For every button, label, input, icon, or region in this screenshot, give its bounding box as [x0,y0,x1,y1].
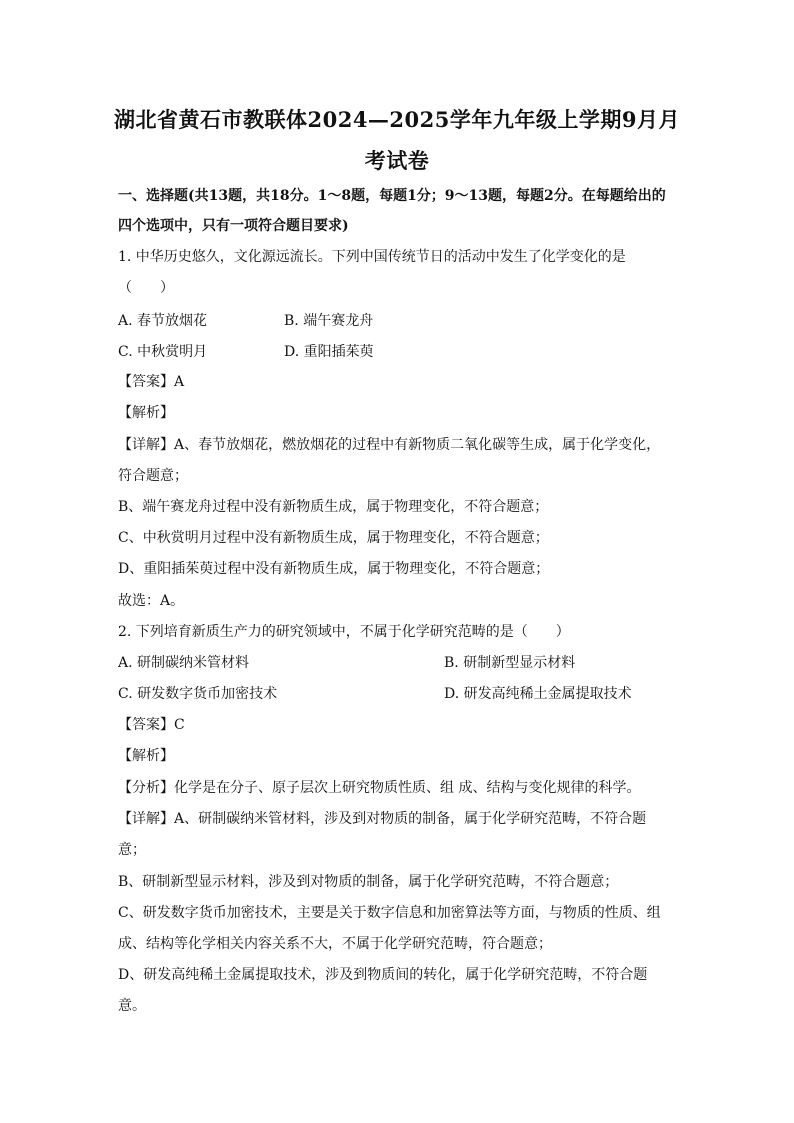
question-1-stem-line1: 1. 中华历史悠久，文化源远流长。下列中国传统节日的活动中发生了化学变化的是 [118,249,626,265]
question-2-analysis: 【分析】化学是在分子、原子层次上研究物质性质、组 成、结构与变化规律的科学。 [118,780,641,796]
document-title-line2: 考试卷 [364,148,430,173]
question-2-detail-a-line1: 【详解】A、研制碳纳米管材料，涉及到对物质的制备，属于化学研究范畴，不符合题 [118,811,647,827]
question-1-option-c: C. 中秋赏明月 [118,344,208,360]
question-2-analysis-label: 【解析】 [118,748,174,764]
section-heading-line2: 四个选项中，只有一项符合题目要求) [118,218,349,234]
question-1-analysis-label: 【解析】 [118,405,174,421]
question-2-detail-d-line1: D、研发高纯稀土金属提取技术，涉及到物质间的转化，属于化学研究范畴，不符合题 [118,967,648,983]
question-1-detail-b: B、端午赛龙舟过程中没有新物质生成，属于物理变化，不符合题意； [118,499,549,515]
question-2-detail-c-line2: 成、结构等化学相关内容关系不大，不属于化学研究范畴，符合题意； [118,936,552,952]
question-2-answer: 【答案】C [118,717,185,733]
document-title-line1: 湖北省黄石市教联体2024—2025学年九年级上学期9月月 [113,107,680,132]
question-1-option-a: A. 春节放烟花 [118,313,208,329]
question-1-detail-line1: 【详解】A、春节放烟花，燃放烟花的过程中有新物质二氧化碳等生成，属于化学变化， [118,437,661,453]
question-1-option-d: D. 重阳插茱萸 [284,344,374,360]
section-heading-line1: 一、选择题(共13题，共18分。1～8题，每题1分；9～13题，每题2分。在每题给出的 [118,188,666,204]
question-1-answer: 【答案】A [118,374,185,390]
question-2-detail-a-line2: 意； [118,842,146,858]
question-1-option-b: B. 端午赛龙舟 [284,313,374,329]
question-2-option-d: D. 研发高纯稀土金属提取技术 [444,686,632,702]
question-1-detail-c: C、中秋赏明月过程中没有新物质生成，属于物理变化，不符合题意； [118,530,549,546]
question-1-detail-d: D、重阳插茱萸过程中没有新物质生成，属于物理变化，不符合题意； [118,561,550,577]
question-2-stem: 2. 下列培育新质生产力的研究领域中，不属于化学研究范畴的是（ ） [118,624,570,640]
question-2-option-c: C. 研发数字货币加密技术 [118,686,278,702]
question-2-option-a: A. 研制碳纳米管材料 [118,655,250,671]
question-2-detail-c-line1: C、研发数字货币加密技术，主要是关于数字信息和加密算法等方面，与物质的性质、组 [118,905,661,921]
question-1-stem-line2: （ ） [118,280,174,296]
question-1-detail-line2: 符合题意； [118,468,188,484]
question-2-option-b: B. 研制新型显示材料 [444,655,576,671]
question-2-detail-d-line2: 意。 [118,998,146,1014]
question-1-conclusion: 故选：A。 [118,593,185,609]
question-2-detail-b: B、研制新型显示材料，涉及到对物质的制备，属于化学研究范畴，不符合题意； [118,874,619,890]
